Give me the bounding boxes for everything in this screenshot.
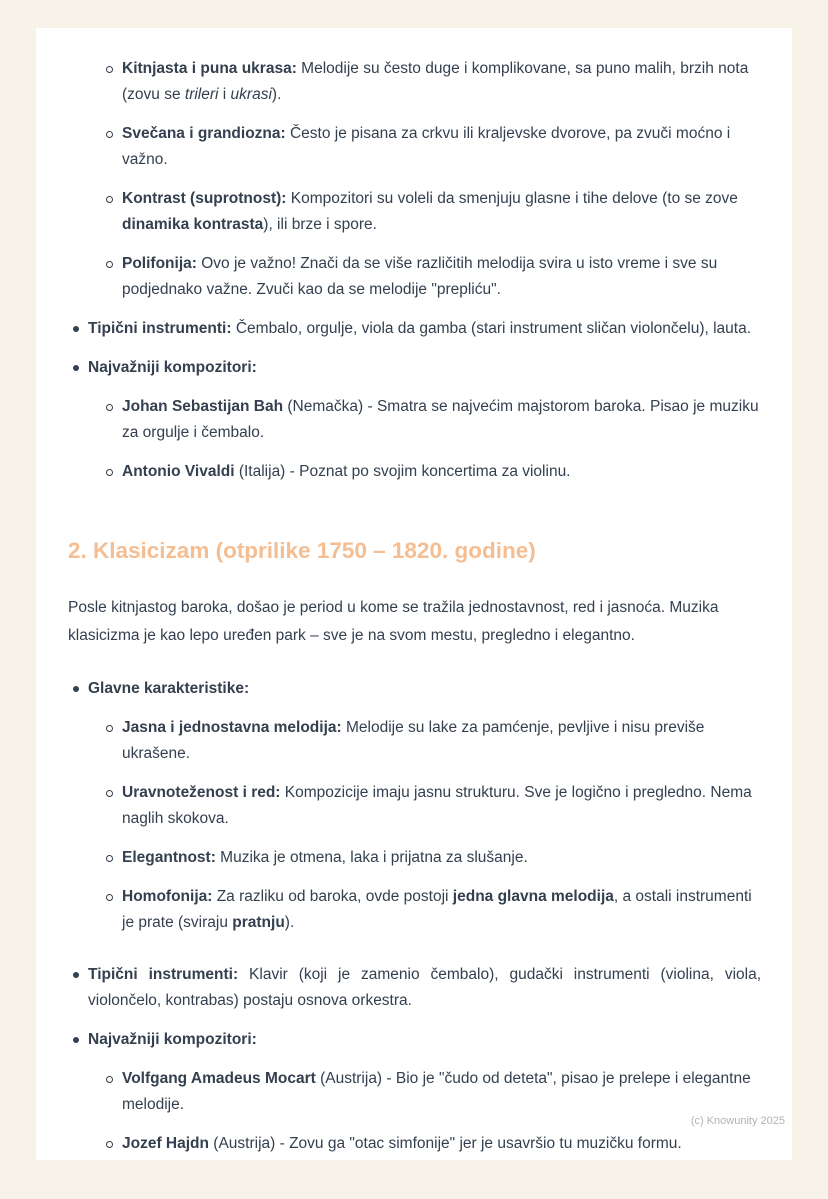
list-item-text [88, 676, 761, 702]
list-item-text [122, 394, 761, 446]
text-run: Posle kitnjastog baroka, došao je period u kome se tražila jednostavnost, red i jasnoća. Muzika klasicizma je kao lepo uređen park – sve je na svom mestu, pregledno i elegantno. [68, 599, 719, 644]
list-item [88, 251, 761, 303]
text-run: Muzika je otmena, laka i prijatna za slušanje. [215, 849, 528, 866]
bullet-circle-icon [88, 251, 122, 303]
bold-text: Jasna i jednostavna melodija: [122, 719, 342, 736]
list-item-content [122, 121, 761, 173]
list-item-text [122, 1131, 761, 1157]
list-item [88, 845, 761, 871]
bullet-disc-icon [68, 316, 88, 342]
bullet-list-level-2 [88, 56, 761, 303]
list-item-content [122, 1066, 761, 1118]
list-item [88, 1066, 761, 1118]
list-item-text [122, 121, 761, 173]
bullet-list-level-1 [68, 676, 761, 1160]
bold-text: Jozef Hajdn [122, 1135, 209, 1152]
paragraph [68, 594, 761, 650]
list-item [88, 780, 761, 832]
text-run: Za razliku od baroka, ovde postoji [212, 888, 453, 905]
bullet-circle-icon [88, 394, 122, 446]
list-item-content [88, 676, 761, 949]
list-item-text [88, 355, 761, 381]
bold-text: Tipični instrumenti: [88, 966, 239, 983]
text-run: i [218, 86, 231, 103]
list-item-content [122, 459, 761, 485]
list-item [68, 676, 761, 949]
bullet-circle-icon [88, 121, 122, 173]
text-run: (Austrija) - Bio je "čudo od deteta", pisao je prelepe i elegantne melodije. [122, 1070, 751, 1113]
list-item [68, 316, 761, 342]
list-item-text [122, 1066, 761, 1118]
bullet-list-level-1 [68, 316, 761, 498]
list-item-content [122, 394, 761, 446]
text-run: ). [284, 914, 295, 931]
text-run: Melodije su često duge i komplikovane, sa puno malih, brzih nota (zovu se [122, 60, 749, 103]
bullet-disc-icon [68, 355, 88, 498]
bold-text: Polifonija: [122, 255, 197, 272]
text-run: Klavir (koji je zamenio čembalo), gudački instrumenti (violina, viola, violončelo, kontrabas) postaju osnova orkestra. [88, 966, 762, 1009]
text-run: Melodije su lake za pamćenje, pevljive i nisu previše ukrašene. [122, 719, 705, 762]
copyright-notice: (c) Knowunity 2025 [690, 1115, 785, 1127]
list-item-content [122, 884, 761, 936]
document-page [36, 28, 792, 1160]
list-item-text [88, 962, 761, 1014]
bullet-circle-icon [88, 186, 122, 238]
list-item [68, 962, 761, 1014]
list-item [88, 884, 761, 936]
bold-text: jedna glavna melodija [452, 888, 614, 905]
list-item-content [88, 355, 761, 498]
list-item [68, 1027, 761, 1160]
bullet-circle-icon [88, 780, 122, 832]
bold-text: Uravnoteženost i red: [122, 784, 281, 801]
text-run: Kompozicije imaju jasnu strukturu. Sve je logično i pregledno. Nema naglih skokova. [122, 784, 752, 827]
text-run: Čembalo, orgulje, viola da gamba (stari instrument sličan violončelu), lauta. [231, 320, 752, 337]
list-item-content [122, 186, 761, 238]
bold-text: Najvažniji kompozitori: [88, 359, 257, 376]
bullet-disc-icon [68, 962, 88, 1014]
list-item [88, 1131, 761, 1157]
bold-text: Kitnjasta i puna ukrasa: [122, 60, 297, 77]
section-heading: 2. Klasicizam (otprilike 1750 – 1820. godine) [68, 538, 536, 563]
text-run: (Italija) - Poznat po svojim koncertima za violinu. [234, 463, 571, 480]
list-item [88, 56, 761, 108]
bullet-list-level-2 [88, 1066, 761, 1157]
list-item-text [88, 316, 761, 342]
list-item [88, 186, 761, 238]
bold-text: Antonio Vivaldi [122, 463, 235, 480]
bold-text: Volfgang Amadeus Mocart [122, 1070, 316, 1087]
list-item-text [122, 459, 761, 485]
text-run: Često je pisana za crkvu ili kraljevske dvorove, pa zvuči moćno i važno. [122, 125, 731, 168]
list-item-content [122, 56, 761, 108]
list-item-content [122, 780, 761, 832]
bullet-circle-icon [88, 1066, 122, 1118]
bold-text: Tipični instrumenti: [88, 320, 232, 337]
list-item-text [88, 1027, 761, 1053]
text-run: (Nemačka) - Smatra se najvećim majstorom baroka. Pisao je muziku za orgulje i čembalo. [122, 398, 759, 441]
text-run: Kompozitori su voleli da smenjuju glasne i tihe delove (to se zove [286, 190, 738, 207]
bullet-list-level-2 [88, 394, 761, 485]
list-item-text [122, 186, 761, 238]
bold-text: Johan Sebastijan Bah [122, 398, 284, 415]
bullet-circle-icon [88, 56, 122, 108]
bullet-circle-icon [88, 1131, 122, 1157]
list-item-content [88, 962, 761, 1014]
bold-text: pratnju [232, 914, 285, 931]
bullet-circle-icon [88, 715, 122, 767]
bullet-list-level-2 [88, 715, 761, 936]
text-run: , a ostali instrumenti je prate (sviraju [122, 888, 752, 931]
bullet-circle-icon [88, 459, 122, 485]
list-item-content [122, 845, 761, 871]
list-item [88, 394, 761, 446]
bold-text: dinamika kontrasta [122, 216, 264, 233]
bullet-circle-icon [88, 845, 122, 871]
document-content [68, 56, 761, 1160]
bold-text: Glavne karakteristike: [88, 680, 250, 697]
bullet-disc-icon [68, 1027, 88, 1160]
bold-text: Kontrast (suprotnost): [122, 190, 287, 207]
list-item-text [122, 845, 761, 871]
list-item [68, 355, 761, 498]
text-run: Ovo je važno! Znači da se više različitih melodija svira u isto vreme i sve su podjednako važne. Zvuči kao da se melodije "prepliću". [122, 255, 718, 298]
list-item-content [122, 715, 761, 767]
list-item-content [122, 1131, 761, 1157]
list-item-text [122, 780, 761, 832]
bullet-circle-icon [88, 884, 122, 936]
list-item-text [122, 56, 761, 108]
italic-text: trileri [184, 86, 219, 103]
bold-text: Elegantnost: [122, 849, 216, 866]
list-item [88, 121, 761, 173]
list-item [88, 459, 761, 485]
list-item-text [122, 715, 761, 767]
list-item-content [88, 1027, 761, 1160]
list-item-text [122, 884, 761, 936]
bullet-disc-icon [68, 676, 88, 949]
bold-text: Najvažniji kompozitori: [88, 1031, 257, 1048]
list-item-text [122, 251, 761, 303]
bold-text: Homofonija: [122, 888, 213, 905]
list-item-content [122, 251, 761, 303]
list-item [88, 715, 761, 767]
text-run: (Austrija) - Zovu ga "otac simfonije" jer je usavršio tu muzičku formu. [208, 1135, 682, 1152]
bold-text: Svečana i grandiozna: [122, 125, 286, 142]
text-run: ). [271, 86, 282, 103]
list-item-content [88, 316, 761, 342]
text-run: ), ili brze i spore. [263, 216, 377, 233]
italic-text: ukrasi [230, 86, 272, 103]
